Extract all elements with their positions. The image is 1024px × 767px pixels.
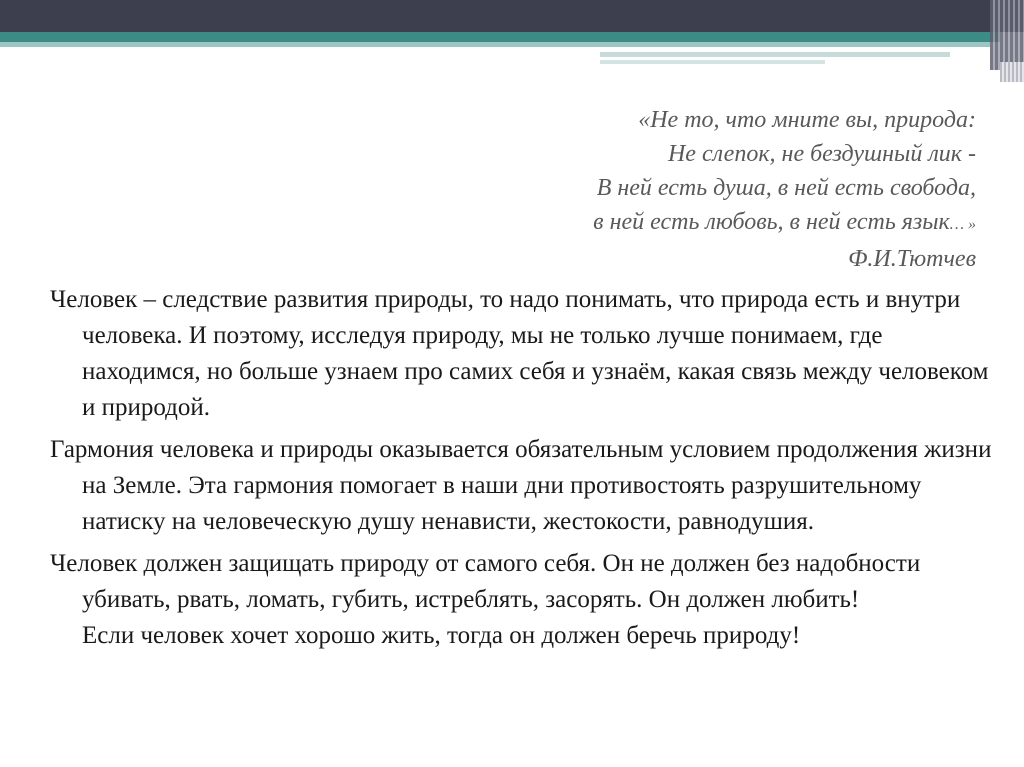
paragraph <box>50 282 995 426</box>
epigraph-line: Не слепок, не бездушный лик - <box>667 141 976 167</box>
epigraph-line: «Не то, что мните вы, природа: <box>638 107 976 133</box>
epigraph-line-tail: … » <box>949 216 976 233</box>
epigraph <box>416 103 976 276</box>
header-light-stripe <box>0 42 990 47</box>
paragraph <box>50 432 995 540</box>
paragraph-text: Гармония человека и природы оказывается обязательным условием продолжения жизни на Земле. Эта гармония помогает в наши дни противостоять разрушительному натиску на человеческую душу ненависти, жестокости, равнодушия. <box>50 436 992 535</box>
paragraph <box>50 546 995 654</box>
paragraph-text: Человек должен защищать природу от самого себя. Он не должен без надобности убивать, рвать, ломать, губить, истреблять, засорять. Он должен любить! <box>50 550 921 613</box>
epigraph-line-text: в ней есть любовь, в ней есть язык <box>593 209 950 235</box>
main-text <box>50 282 995 660</box>
corner-decoration <box>990 0 1024 70</box>
epigraph-line: В ней есть душа, в ней есть свобода, <box>596 175 976 201</box>
epigraph-author: Ф.И.Тютчев <box>848 246 976 272</box>
header-accent-stripe <box>0 32 1000 42</box>
paragraph-text: Человек – следствие развития природы, то надо понимать, что природа есть и внутри человека. И поэтому, исследуя природу, мы не только лучше понимаем, где находимся, но больше узнаем про самих себя и узнаём, какая связь между человеком и природой. <box>50 286 989 421</box>
corner-decoration <box>1000 62 1024 82</box>
header-bar <box>0 0 1024 32</box>
header-line <box>600 60 825 64</box>
epigraph-line <box>416 205 976 242</box>
header-line <box>600 52 950 57</box>
paragraph-conclusion: Если человек хочет хорошо жить, тогда он должен беречь природу! <box>82 622 801 649</box>
